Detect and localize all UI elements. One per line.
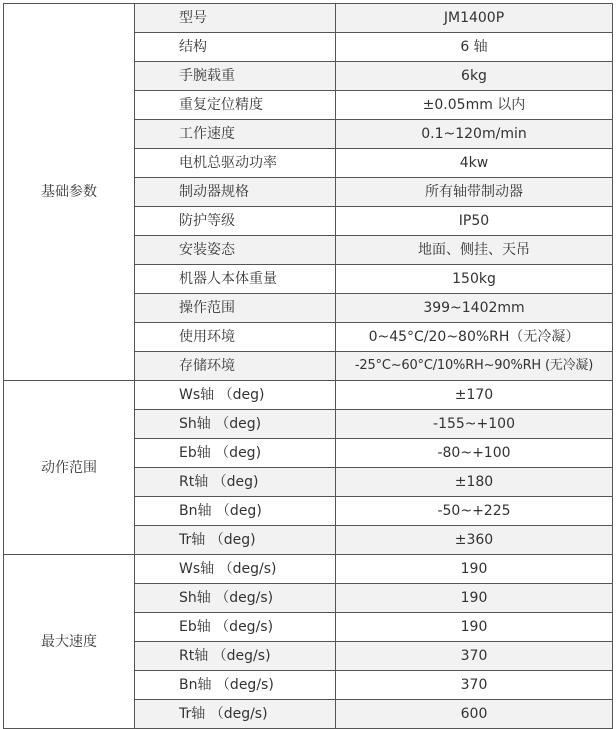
row-label: 制动器规格 [135, 178, 336, 207]
row-label: 电机总驱动功率 [135, 149, 336, 178]
row-value: ±170 [336, 381, 613, 410]
table-row [4, 4, 613, 33]
row-label: 机器人本体重量 [135, 265, 336, 294]
table-row [4, 381, 613, 410]
row-label: Ws轴 （deg) [135, 381, 336, 410]
row-label: 型号 [135, 4, 336, 33]
row-label: Rt轴 （deg) [135, 468, 336, 497]
row-value: 190 [336, 613, 613, 642]
group-label-max-speed: 最大速度 [4, 555, 135, 729]
spec-table-body [4, 4, 613, 729]
row-value: ±360 [336, 526, 613, 555]
row-label: Tr轴 （deg/s) [135, 700, 336, 729]
row-label: 工作速度 [135, 120, 336, 149]
row-value: 190 [336, 555, 613, 584]
group-label-basic-params: 基础参数 [4, 4, 135, 381]
row-value: ±0.05mm 以内 [336, 91, 613, 120]
row-value: 370 [336, 642, 613, 671]
row-label: Sh轴 （deg) [135, 410, 336, 439]
row-value: IP50 [336, 207, 613, 236]
row-value: 0~45°C/20~80%RH（无冷凝） [336, 323, 613, 352]
row-value: 地面、侧挂、天吊 [336, 236, 613, 265]
row-label: Sh轴 （deg/s) [135, 584, 336, 613]
row-label: Bn轴 （deg/s) [135, 671, 336, 700]
row-value: -25°C~60°C/10%RH~90%RH (无冷凝) [336, 352, 613, 381]
row-value: 600 [336, 700, 613, 729]
row-value: JM1400P [336, 4, 613, 33]
row-label: 操作范围 [135, 294, 336, 323]
row-value: 0.1~120m/min [336, 120, 613, 149]
row-label: 使用环境 [135, 323, 336, 352]
row-label: 结构 [135, 33, 336, 62]
table-row [4, 555, 613, 584]
row-label: 安装姿态 [135, 236, 336, 265]
group-label-motion-range: 动作范围 [4, 381, 135, 555]
row-label: Rt轴 （deg/s) [135, 642, 336, 671]
row-label: 防护等级 [135, 207, 336, 236]
row-value: -155~+100 [336, 410, 613, 439]
row-value: 190 [336, 584, 613, 613]
row-label: Eb轴 （deg/s) [135, 613, 336, 642]
row-value: 370 [336, 671, 613, 700]
row-label: Eb轴 （deg) [135, 439, 336, 468]
row-value: -80~+100 [336, 439, 613, 468]
row-label: 存储环境 [135, 352, 336, 381]
row-value: 6 轴 [336, 33, 613, 62]
row-value: 6kg [336, 62, 613, 91]
row-value: 4kw [336, 149, 613, 178]
row-label: Tr轴 （deg) [135, 526, 336, 555]
spec-table [3, 3, 613, 729]
row-value: 所有轴带制动器 [336, 178, 613, 207]
row-value: 150kg [336, 265, 613, 294]
row-label: 手腕载重 [135, 62, 336, 91]
row-label: Bn轴 （deg) [135, 497, 336, 526]
row-value: -50~+225 [336, 497, 613, 526]
row-value: 399~1402mm [336, 294, 613, 323]
row-value: ±180 [336, 468, 613, 497]
row-label: 重复定位精度 [135, 91, 336, 120]
row-label: Ws轴 （deg/s) [135, 555, 336, 584]
